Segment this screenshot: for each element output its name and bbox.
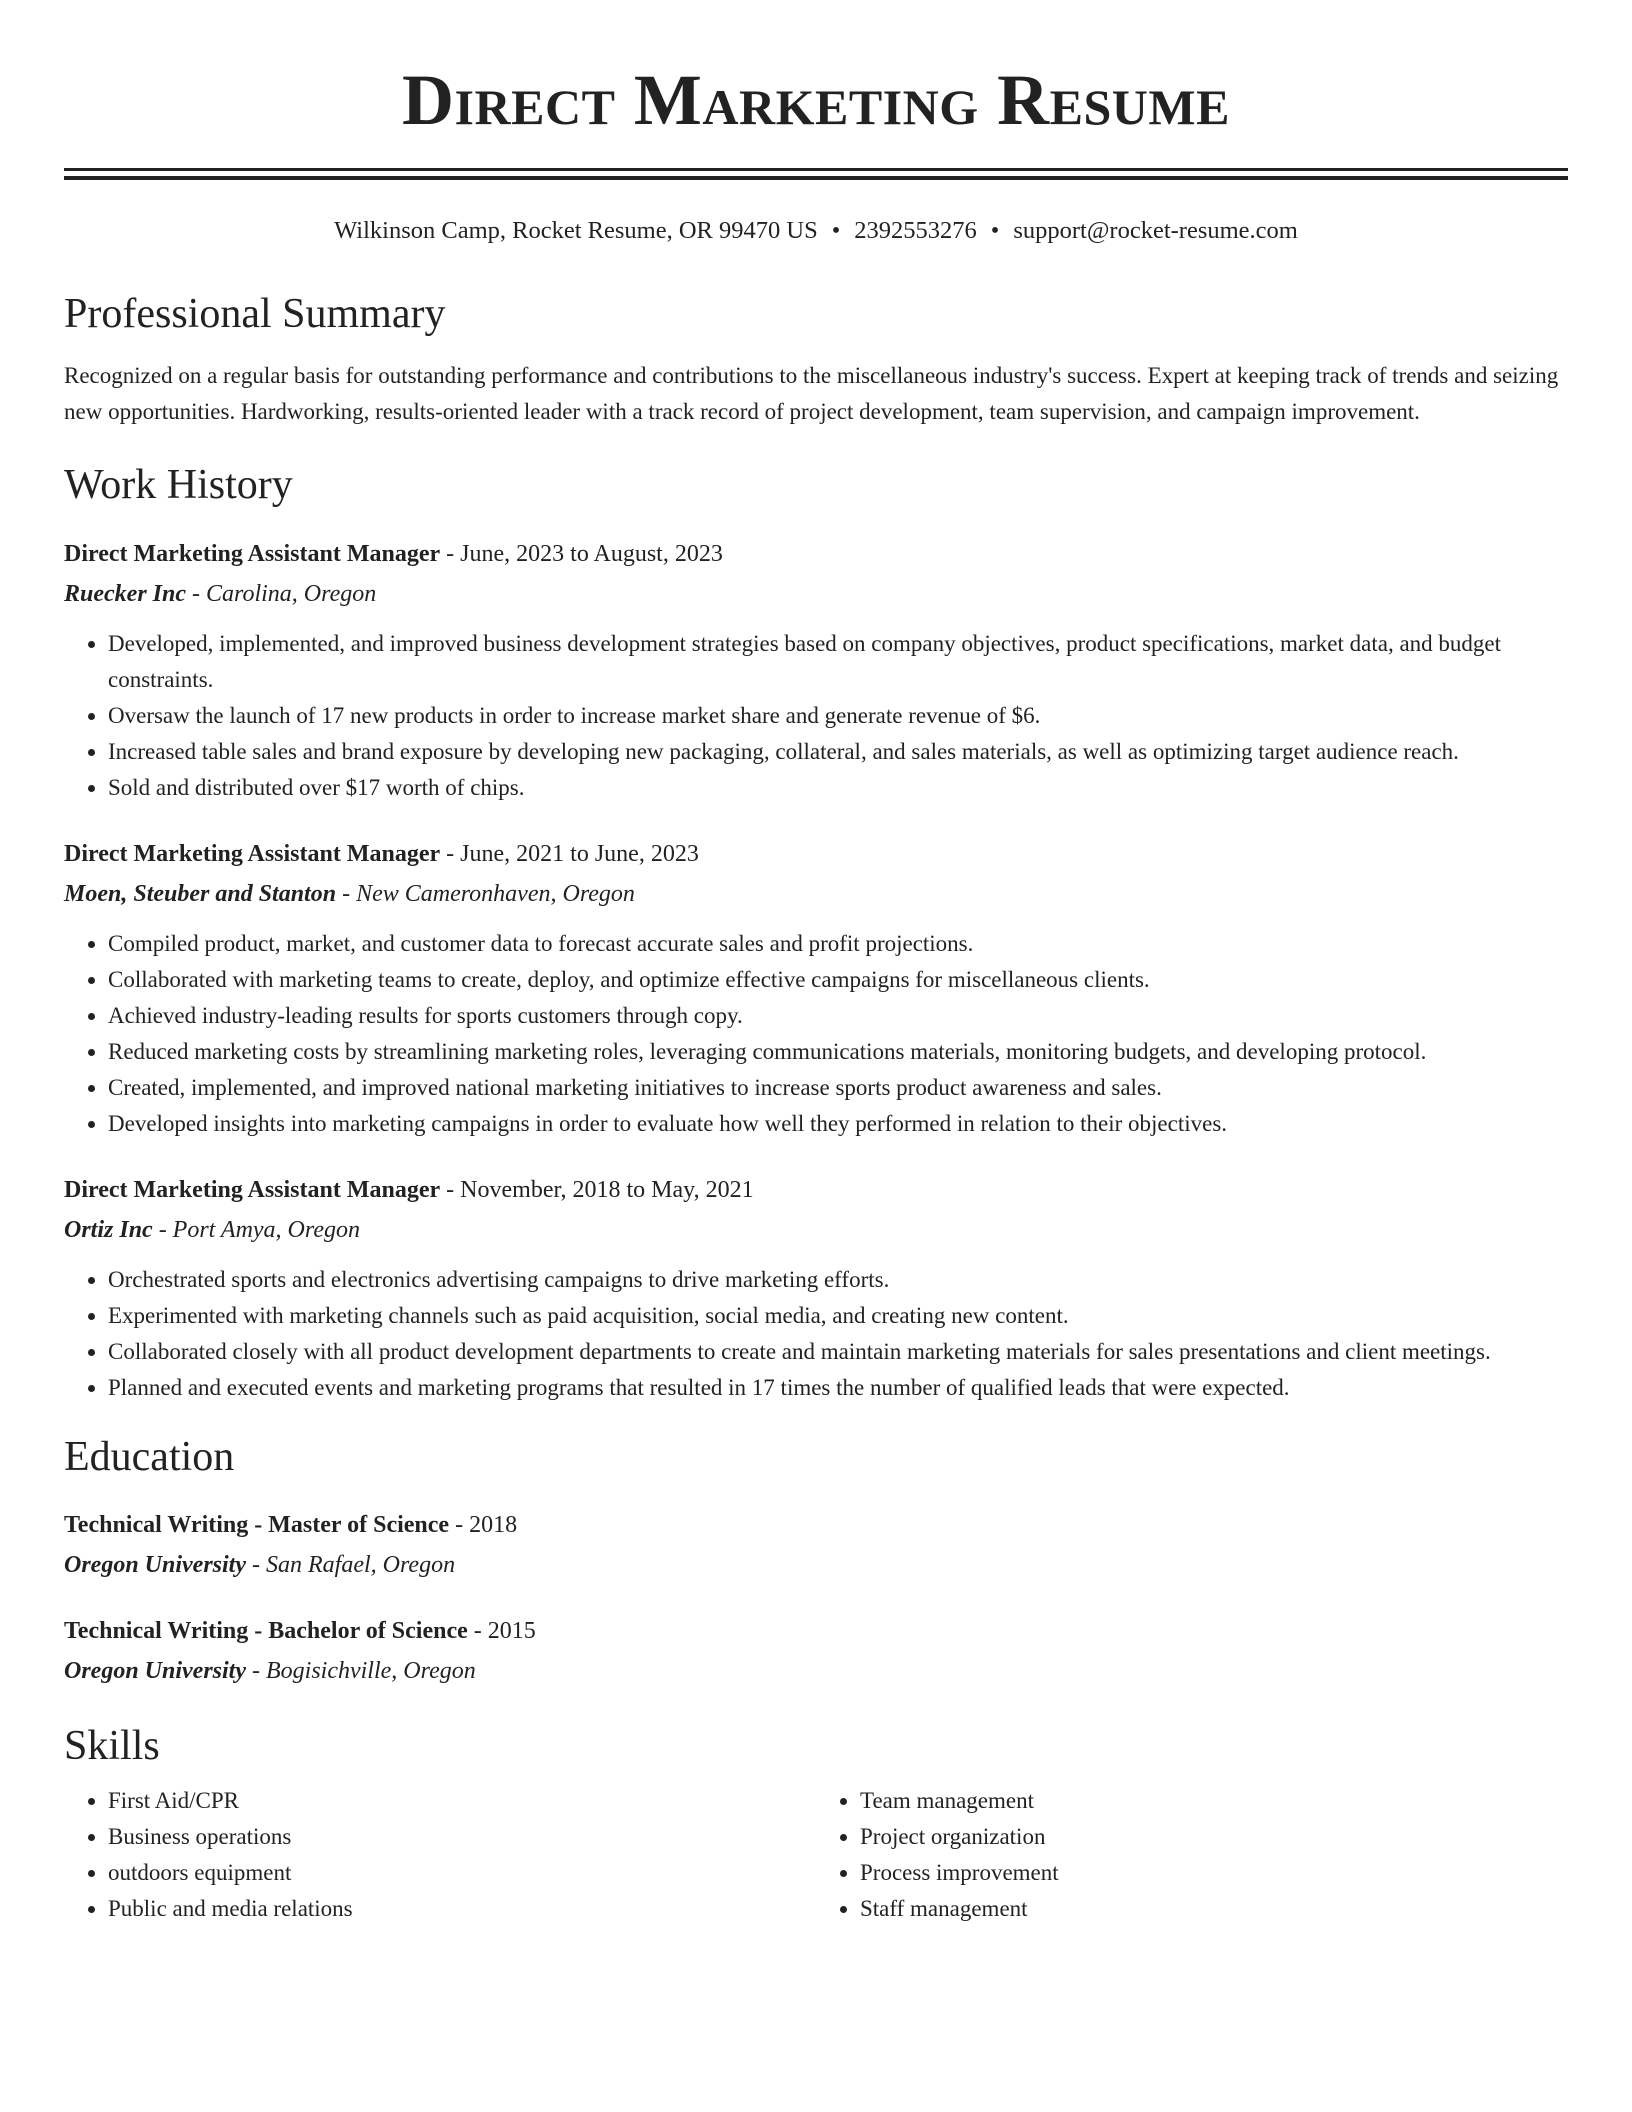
list-item: • Created, implemented, and improved national marketing initiatives to increase sports product awareness and sales. bbox=[108, 1070, 1568, 1106]
job-location: - Port Amya, Oregon bbox=[152, 1217, 360, 1244]
school-line bbox=[64, 1651, 1568, 1691]
education-heading: Education bbox=[64, 1434, 235, 1481]
job-title: Direct Marketing Assistant Manager bbox=[64, 841, 441, 868]
summary-text: Recognized on a regular basis for outstanding performance and contributions to the miscellaneous industry's success. Expert at keeping track of trends and seizing new opportunities. Hardworking, results-oriented leader with a track record of project development, team supervision, and campaign improvement. bbox=[64, 362, 1559, 424]
degree-line bbox=[64, 1505, 1568, 1545]
list-item: • Orchestrated sports and electronics advertising campaigns to drive marketing efforts. bbox=[108, 1262, 1568, 1298]
job-company-line bbox=[64, 874, 1568, 914]
education-entry bbox=[64, 1611, 1568, 1691]
skills-columns bbox=[64, 1783, 1568, 1927]
summary-heading: Professional Summary bbox=[64, 291, 446, 338]
list-item: • Reduced marketing costs by streamlining marketing roles, leveraging communications materials, monitoring budgets, and developing protocol. bbox=[108, 1034, 1568, 1070]
list-item: • Process improvement bbox=[860, 1855, 1568, 1891]
job-bullets bbox=[64, 1262, 1568, 1406]
list-item: • Collaborated with marketing teams to create, deploy, and optimize effective campaigns for miscellaneous clients. bbox=[108, 962, 1568, 998]
list-item: • Experimented with marketing channels such as paid acquisition, social media, and creating new content. bbox=[108, 1298, 1568, 1334]
school-location: - San Rafael, Oregon bbox=[246, 1551, 456, 1578]
list-item: • Compiled product, market, and customer data to forecast accurate sales and profit projections. bbox=[108, 926, 1568, 962]
job-title-line bbox=[64, 534, 1568, 574]
degree-year: - 2018 bbox=[449, 1511, 518, 1538]
job-company: Moen, Steuber and Stanton bbox=[64, 881, 337, 908]
contact-separator: • bbox=[990, 217, 1000, 244]
school-name: Oregon University bbox=[64, 1657, 246, 1684]
list-item: • Sold and distributed over $17 worth of chips. bbox=[108, 770, 1568, 806]
school-location: - Bogisichville, Oregon bbox=[246, 1657, 476, 1684]
job-dates: - June, 2023 to August, 2023 bbox=[440, 541, 723, 568]
job-company-line bbox=[64, 1210, 1568, 1250]
list-item: • Collaborated closely with all product development departments to create and maintain marketing materials for sales presentations and client meetings. bbox=[108, 1334, 1568, 1370]
list-item: • Increased table sales and brand exposure by developing new packaging, collateral, and sales materials, as well as optimizing target audience reach. bbox=[108, 734, 1568, 770]
job-entry bbox=[64, 1170, 1568, 1406]
list-item: • Staff management bbox=[860, 1891, 1568, 1927]
contact-address: Wilkinson Camp, Rocket Resume, OR 99470 US bbox=[334, 217, 818, 244]
job-bullets bbox=[64, 626, 1568, 806]
contact-email: support@rocket-resume.com bbox=[1013, 217, 1298, 244]
list-item: • Developed insights into marketing campaigns in order to evaluate how well they performed in relation to their objectives. bbox=[108, 1106, 1568, 1142]
resume-title: Direct Marketing Resume bbox=[402, 60, 1230, 140]
contact-line bbox=[64, 216, 1568, 245]
degree-title: Technical Writing - Master of Science bbox=[64, 1511, 450, 1538]
job-location: - Carolina, Oregon bbox=[186, 581, 377, 608]
list-item: • First Aid/CPR bbox=[108, 1783, 816, 1819]
list-item: • Planned and executed events and marketing programs that resulted in 17 times the number of qualified leads that were expected. bbox=[108, 1370, 1568, 1406]
skills-list-left bbox=[64, 1783, 816, 1927]
job-company-line bbox=[64, 574, 1568, 614]
job-entry bbox=[64, 534, 1568, 806]
job-bullets bbox=[64, 926, 1568, 1142]
job-title-line bbox=[64, 1170, 1568, 1210]
list-item: • Oversaw the launch of 17 new products in order to increase market share and generate revenue of $6. bbox=[108, 698, 1568, 734]
contact-phone: 2392553276 bbox=[854, 217, 977, 244]
job-title-line bbox=[64, 834, 1568, 874]
degree-year: - 2015 bbox=[467, 1617, 536, 1644]
list-item: • outdoors equipment bbox=[108, 1855, 816, 1891]
job-dates: - November, 2018 to May, 2021 bbox=[440, 1177, 754, 1204]
education-entry bbox=[64, 1505, 1568, 1585]
skills-list-right bbox=[816, 1783, 1568, 1927]
degree-line bbox=[64, 1611, 1568, 1651]
list-item: • Business operations bbox=[108, 1819, 816, 1855]
school-name: Oregon University bbox=[64, 1551, 246, 1578]
job-dates: - June, 2021 to June, 2023 bbox=[440, 841, 699, 868]
list-item: • Achieved industry-leading results for sports customers through copy. bbox=[108, 998, 1568, 1034]
list-item: • Team management bbox=[860, 1783, 1568, 1819]
skills-heading: Skills bbox=[64, 1722, 160, 1769]
list-item: • Developed, implemented, and improved business development strategies based on company objectives, product specifications, market data, and budget constraints. bbox=[108, 626, 1568, 698]
degree-title: Technical Writing - Bachelor of Science bbox=[64, 1617, 468, 1644]
school-line bbox=[64, 1545, 1568, 1585]
list-item: • Public and media relations bbox=[108, 1891, 816, 1927]
job-entry bbox=[64, 834, 1568, 1142]
list-item: • Project organization bbox=[860, 1819, 1568, 1855]
work-history-heading: Work History bbox=[64, 461, 293, 508]
job-title: Direct Marketing Assistant Manager bbox=[64, 541, 441, 568]
title-divider bbox=[64, 168, 1568, 180]
job-location: - New Cameronhaven, Oregon bbox=[336, 881, 635, 908]
contact-separator: • bbox=[831, 217, 841, 244]
job-company: Ortiz Inc bbox=[64, 1217, 153, 1244]
job-title: Direct Marketing Assistant Manager bbox=[64, 1177, 441, 1204]
job-company: Ruecker Inc bbox=[64, 581, 186, 608]
